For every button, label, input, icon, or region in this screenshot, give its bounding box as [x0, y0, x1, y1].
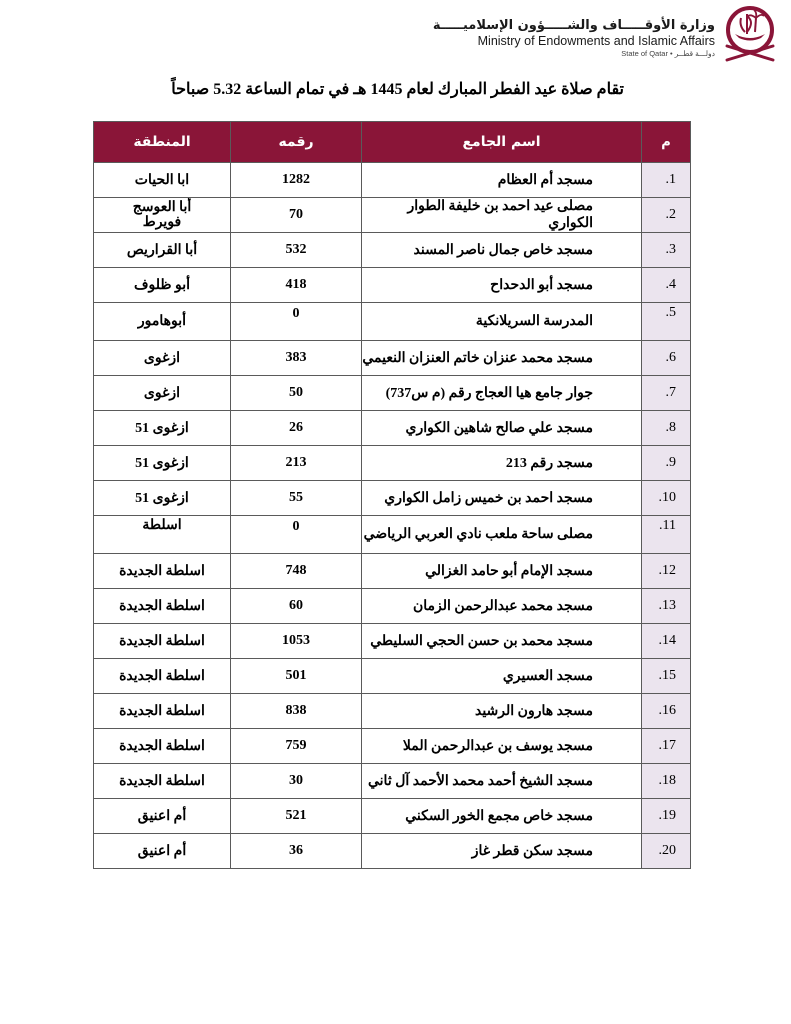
mosque-name: مسجد محمد عنزان خاتم العنزان النعيمي [362, 341, 642, 376]
row-number: 10. [642, 481, 691, 516]
mosque-count: 748 [231, 554, 362, 589]
mosque-count: 60 [231, 589, 362, 624]
row-number: 11. [642, 516, 691, 554]
ministry-name-english: Ministry of Endowments and Islamic Affairs [477, 34, 715, 48]
table-row [94, 411, 691, 446]
mosque-area: ازغوى [94, 341, 231, 376]
mosque-area: ازغوى 51 [94, 481, 231, 516]
mosque-table [93, 121, 691, 869]
mosque-area: اسلطة [94, 516, 231, 554]
mosque-count: 26 [231, 411, 362, 446]
table-row [94, 341, 691, 376]
row-number: 8. [642, 411, 691, 446]
mosque-name: مسجد محمد بن حسن الحجي السليطي [362, 624, 642, 659]
table-row [94, 834, 691, 869]
mosque-name: مسجد يوسف بن عبدالرحمن الملا [362, 729, 642, 764]
row-number: 19. [642, 799, 691, 834]
mosque-name: المدرسة السريلانكية [362, 303, 642, 341]
mosque-count: 759 [231, 729, 362, 764]
row-number: 6. [642, 341, 691, 376]
table-row [94, 589, 691, 624]
mosque-area: ابا الحيات [94, 163, 231, 198]
header-number: م [642, 122, 691, 163]
mosque-name: مسجد محمد عبدالرحمن الزمان [362, 589, 642, 624]
table-row [94, 729, 691, 764]
row-number: 20. [642, 834, 691, 869]
mosque-area: اسلطة الجديدة [94, 694, 231, 729]
table-row [94, 163, 691, 198]
mosque-name: مسجد الإمام أبو حامد الغزالي [362, 554, 642, 589]
mosque-name: مسجد خاص مجمع الخور السكني [362, 799, 642, 834]
mosque-name: مسجد أم العظام [362, 163, 642, 198]
row-number: 16. [642, 694, 691, 729]
mosque-name: مصلى ساحة ملعب نادي العربي الرياضي [362, 516, 642, 554]
row-number: 9. [642, 446, 691, 481]
mosque-count: 213 [231, 446, 362, 481]
mosque-area: اسلطة الجديدة [94, 589, 231, 624]
mosque-count: 383 [231, 341, 362, 376]
mosque-area: ازغوى 51 [94, 446, 231, 481]
row-number: 2. [642, 198, 691, 233]
mosque-name: مسجد الشيخ أحمد محمد الأحمد آل ثاني [362, 764, 642, 799]
table-row [94, 233, 691, 268]
mosque-count: 0 [231, 516, 362, 554]
row-number: 5. [642, 303, 691, 341]
mosque-name: مسجد رقم 213 [362, 446, 642, 481]
table-row [94, 303, 691, 341]
table-row [94, 659, 691, 694]
mosque-name: مسجد سكن قطر غاز [362, 834, 642, 869]
document-title: تقام صلاة عيد الفطر المبارك لعام 1445 هـ في تمام الساعة 5.32 صباحاً [171, 81, 624, 98]
ministry-name-arabic: وزارة الأوقـــــاف والشـــــؤون الإسلاميـــــة [432, 18, 715, 33]
mosque-area: أبو ظلوف [94, 268, 231, 303]
table-row [94, 799, 691, 834]
table-row [94, 376, 691, 411]
mosque-area: اسلطة الجديدة [94, 764, 231, 799]
mosque-area: اسلطة الجديدة [94, 729, 231, 764]
mosque-area: ازغوى 51 [94, 411, 231, 446]
header-area: المنطقة [94, 122, 231, 163]
mosque-name: مسجد العسيري [362, 659, 642, 694]
row-number: 13. [642, 589, 691, 624]
header-mosque-count: رقمه [231, 122, 362, 163]
ministry-logo [432, 0, 779, 72]
mosque-count: 55 [231, 481, 362, 516]
mosque-count: 50 [231, 376, 362, 411]
row-number: 4. [642, 268, 691, 303]
mosque-count: 70 [231, 198, 362, 233]
mosque-area: اسلطة الجديدة [94, 554, 231, 589]
row-number: 1. [642, 163, 691, 198]
mosque-name: مسجد علي صالح شاهين الكواري [362, 411, 642, 446]
mosque-count: 1053 [231, 624, 362, 659]
table-row [94, 198, 691, 233]
header-mosque-name: اسم الجامع [362, 122, 642, 163]
row-number: 14. [642, 624, 691, 659]
mosque-area: أبوهامور [94, 303, 231, 341]
mosque-count: 1282 [231, 163, 362, 198]
table-row [94, 481, 691, 516]
mosque-count: 418 [231, 268, 362, 303]
table-row [94, 516, 691, 554]
mosque-name: مسجد هارون الرشيد [362, 694, 642, 729]
mosque-area: ازغوى [94, 376, 231, 411]
mosque-name: مسجد أبو الدحداح [362, 268, 642, 303]
mosque-area: أم اعنيق [94, 799, 231, 834]
mosque-area: اسلطة الجديدة [94, 624, 231, 659]
mosque-area: اسلطة الجديدة [94, 659, 231, 694]
row-number: 18. [642, 764, 691, 799]
mosque-count: 521 [231, 799, 362, 834]
mosque-count: 36 [231, 834, 362, 869]
table-row [94, 554, 691, 589]
table-row [94, 694, 691, 729]
mosque-area: أم اعنيق [94, 834, 231, 869]
mosque-count: 30 [231, 764, 362, 799]
table-row [94, 446, 691, 481]
mosque-area: أبا القراريص [94, 233, 231, 268]
mosque-name: جوار جامع هيا العجاج رقم (م س737) [362, 376, 642, 411]
mosque-name: مسجد احمد بن خميس زامل الكواري [362, 481, 642, 516]
qatar-emblem-icon [721, 2, 779, 64]
row-number: 15. [642, 659, 691, 694]
row-number: 12. [642, 554, 691, 589]
row-number: 3. [642, 233, 691, 268]
mosque-area: أبا العوسج فويرط [94, 198, 231, 233]
mosque-count: 532 [231, 233, 362, 268]
mosque-name: مسجد خاص جمال ناصر المسند [362, 233, 642, 268]
mosque-count: 0 [231, 303, 362, 341]
mosque-name: مصلى عيد احمد بن خليفة الطوار الكواري [362, 198, 642, 233]
mosque-count: 838 [231, 694, 362, 729]
table-header-row [94, 122, 691, 163]
row-number: 17. [642, 729, 691, 764]
table-row [94, 624, 691, 659]
row-number: 7. [642, 376, 691, 411]
state-of-qatar-label: State of Qatar • دولـــة قطــر [621, 49, 715, 58]
table-row [94, 268, 691, 303]
table-row [94, 764, 691, 799]
mosque-count: 501 [231, 659, 362, 694]
